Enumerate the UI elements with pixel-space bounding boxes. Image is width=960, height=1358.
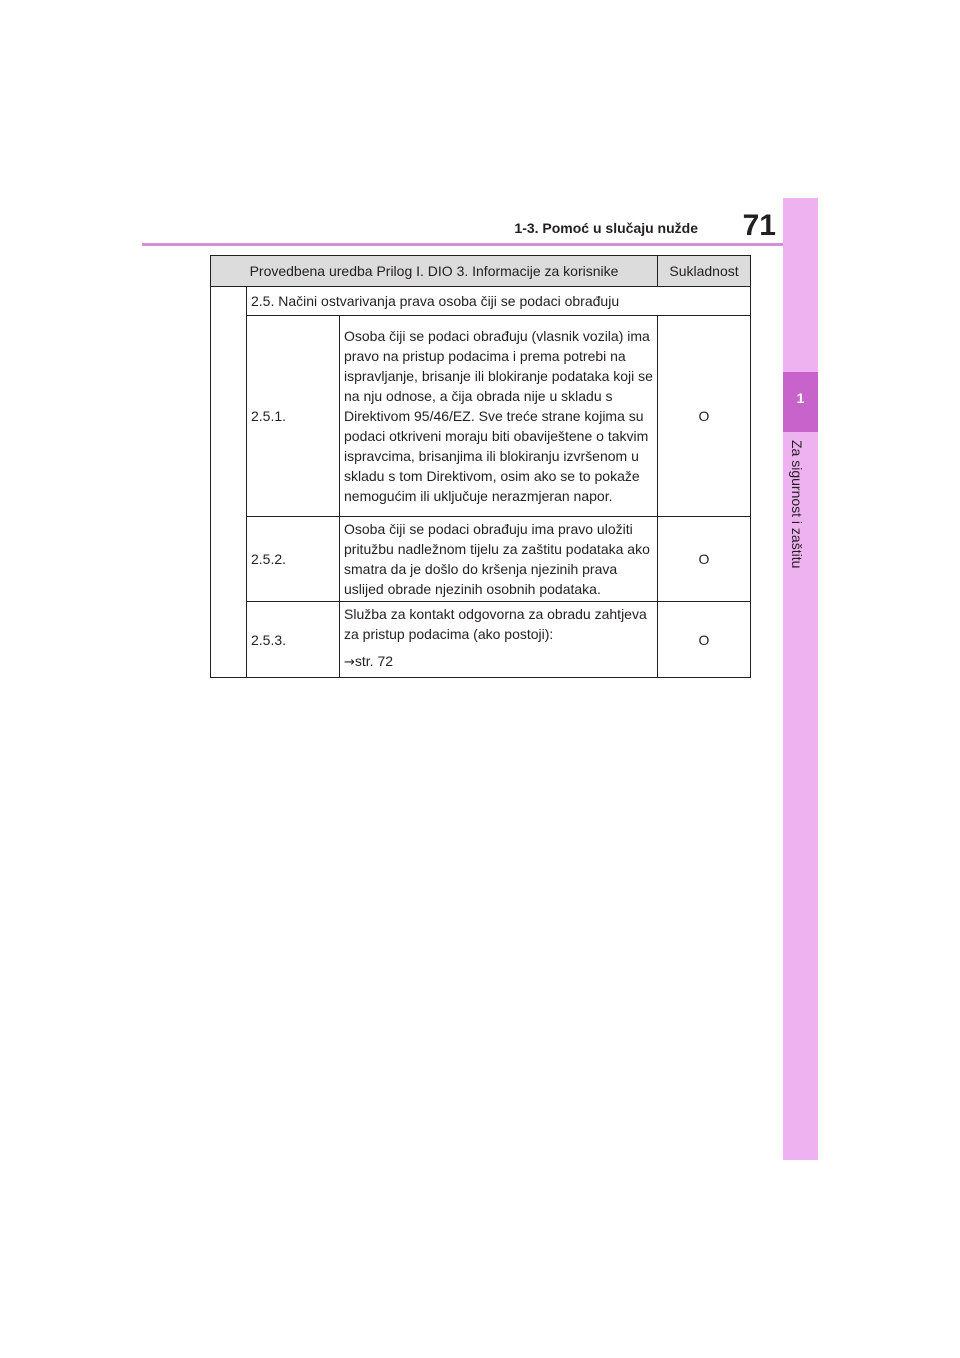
arrow-right-icon: →: [344, 655, 355, 670]
row-compliance: O: [658, 602, 751, 678]
header-rule: [142, 243, 783, 246]
table-row: [211, 517, 751, 602]
section-title-cell: 2.5. Načini ostvarivanja prava osoba čiji se podaci obrađuju: [247, 287, 751, 316]
row-compliance: O: [658, 517, 751, 602]
row-text-cell: [340, 602, 658, 678]
table-header-compliance: Sukladnost: [658, 256, 751, 287]
row-number: 2.5.1.: [247, 316, 340, 517]
table-row: [211, 287, 751, 316]
row-compliance: O: [658, 316, 751, 517]
info-table: [210, 255, 751, 678]
page-reference-text[interactable]: str. 72: [354, 653, 394, 669]
row-text: Osoba čiji se podaci obrađuju ima pravo uložiti pritužbu nadležnom tijelu za zaštitu podataka ako smatra da je došlo do kršenja njezinih prava uslijed obrade njezinih osobnih podataka.: [340, 517, 658, 602]
page-number: 71: [742, 209, 776, 242]
table-header-main: Provedbena uredba Prilog I. DIO 3. Informacije za korisnike: [211, 256, 658, 287]
indent-cell: [211, 287, 247, 678]
table-row: [211, 316, 751, 517]
row-number: 2.5.3.: [247, 602, 340, 678]
chapter-title: Za sigurnost i zaštitu: [789, 440, 805, 569]
table-header-row: [211, 256, 751, 287]
chapter-number: 1: [796, 390, 805, 406]
row-text: Služba za kontakt odgovorna za obradu zahtjeva za pristup podacima (ako postoji):: [344, 606, 647, 642]
side-tab-bar: [783, 198, 818, 1160]
page-reference[interactable]: [344, 651, 653, 673]
row-text: Osoba čiji se podaci obrađuju (vlasnik vozila) ima pravo na pristup podacima i prema potrebi na ispravljanje, brisanje ili blokiranje podataka koji se na nju odnose, a čija obrada nije u skladu s Direktivom 95/46/EZ. Sve treće strane kojima su podaci otkriveni moraju biti obaviještene o takvim ispravcima, brisanjima ili blokiranju izvršenom u skladu s tom Direktivom, osim ako se to pokaže nemogućim ili uključuje nerazmjeran napor.: [340, 316, 658, 517]
table-row: [211, 602, 751, 678]
row-number: 2.5.2.: [247, 517, 340, 602]
section-title: 1-3. Pomoć u slučaju nužde: [514, 220, 698, 236]
